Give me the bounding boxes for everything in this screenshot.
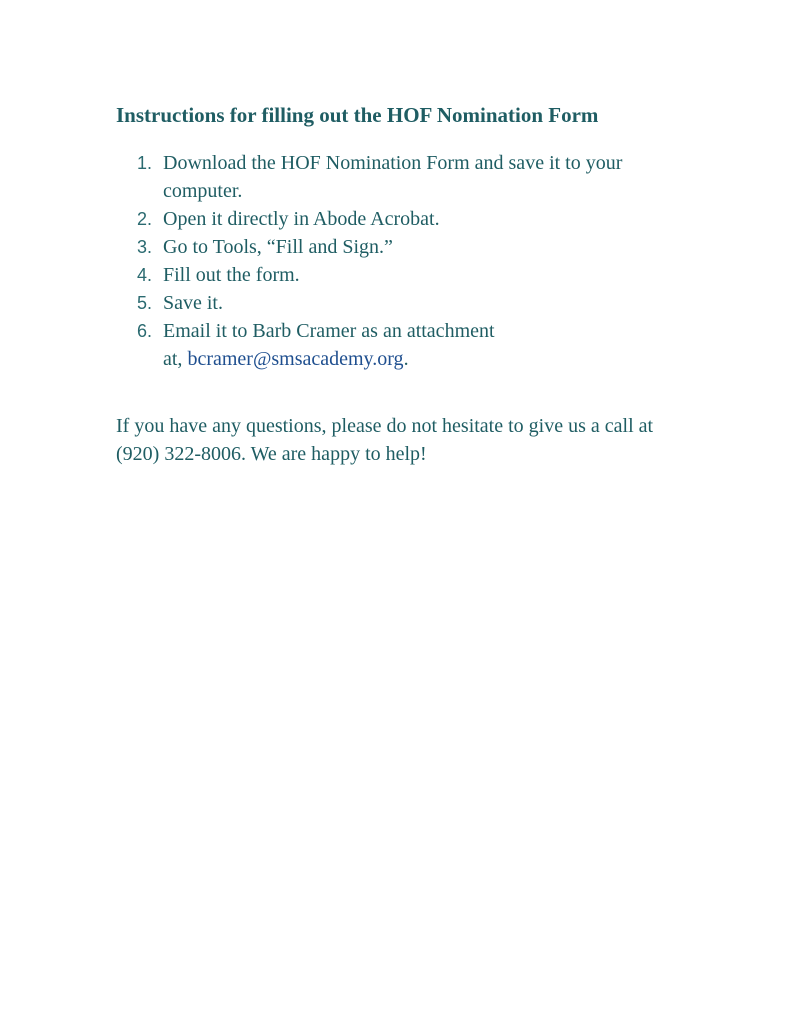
step-text: Fill out the form. — [163, 264, 300, 286]
step-item-6 — [137, 317, 697, 373]
document-title: Instructions for filling out the HOF Nomination Form — [116, 103, 599, 127]
step-number: 6. — [137, 321, 153, 341]
step-end-punctuation: . — [403, 348, 409, 370]
step-item-5 — [137, 289, 697, 317]
step-item-1 — [137, 149, 697, 205]
email-link[interactable]: bcramer@smsacademy.org — [187, 348, 404, 370]
step-text: Email it to Barb Cramer as an attachment — [163, 320, 495, 342]
step-text: Open it directly in Abode Acrobat. — [163, 208, 440, 230]
step-number: 5. — [137, 293, 153, 313]
step-number: 2. — [137, 209, 153, 229]
step-text-continuation: at, — [163, 348, 188, 370]
step-text: Go to Tools, “Fill and Sign.” — [163, 236, 393, 258]
step-text: Download the HOF Nomination Form and save it to your computer. — [163, 152, 623, 202]
closing-paragraph: If you have any questions, please do not hesitate to give us a call at (920) 322-8006. We are happy to help! — [116, 415, 654, 465]
step-text: Save it. — [163, 292, 223, 314]
step-item-3 — [137, 233, 697, 261]
step-number: 4. — [137, 265, 153, 285]
step-number: 3. — [137, 237, 153, 257]
instruction-steps-list — [137, 149, 697, 373]
step-item-2 — [137, 205, 697, 233]
step-number: 1. — [137, 153, 153, 173]
step-item-4 — [137, 261, 697, 289]
